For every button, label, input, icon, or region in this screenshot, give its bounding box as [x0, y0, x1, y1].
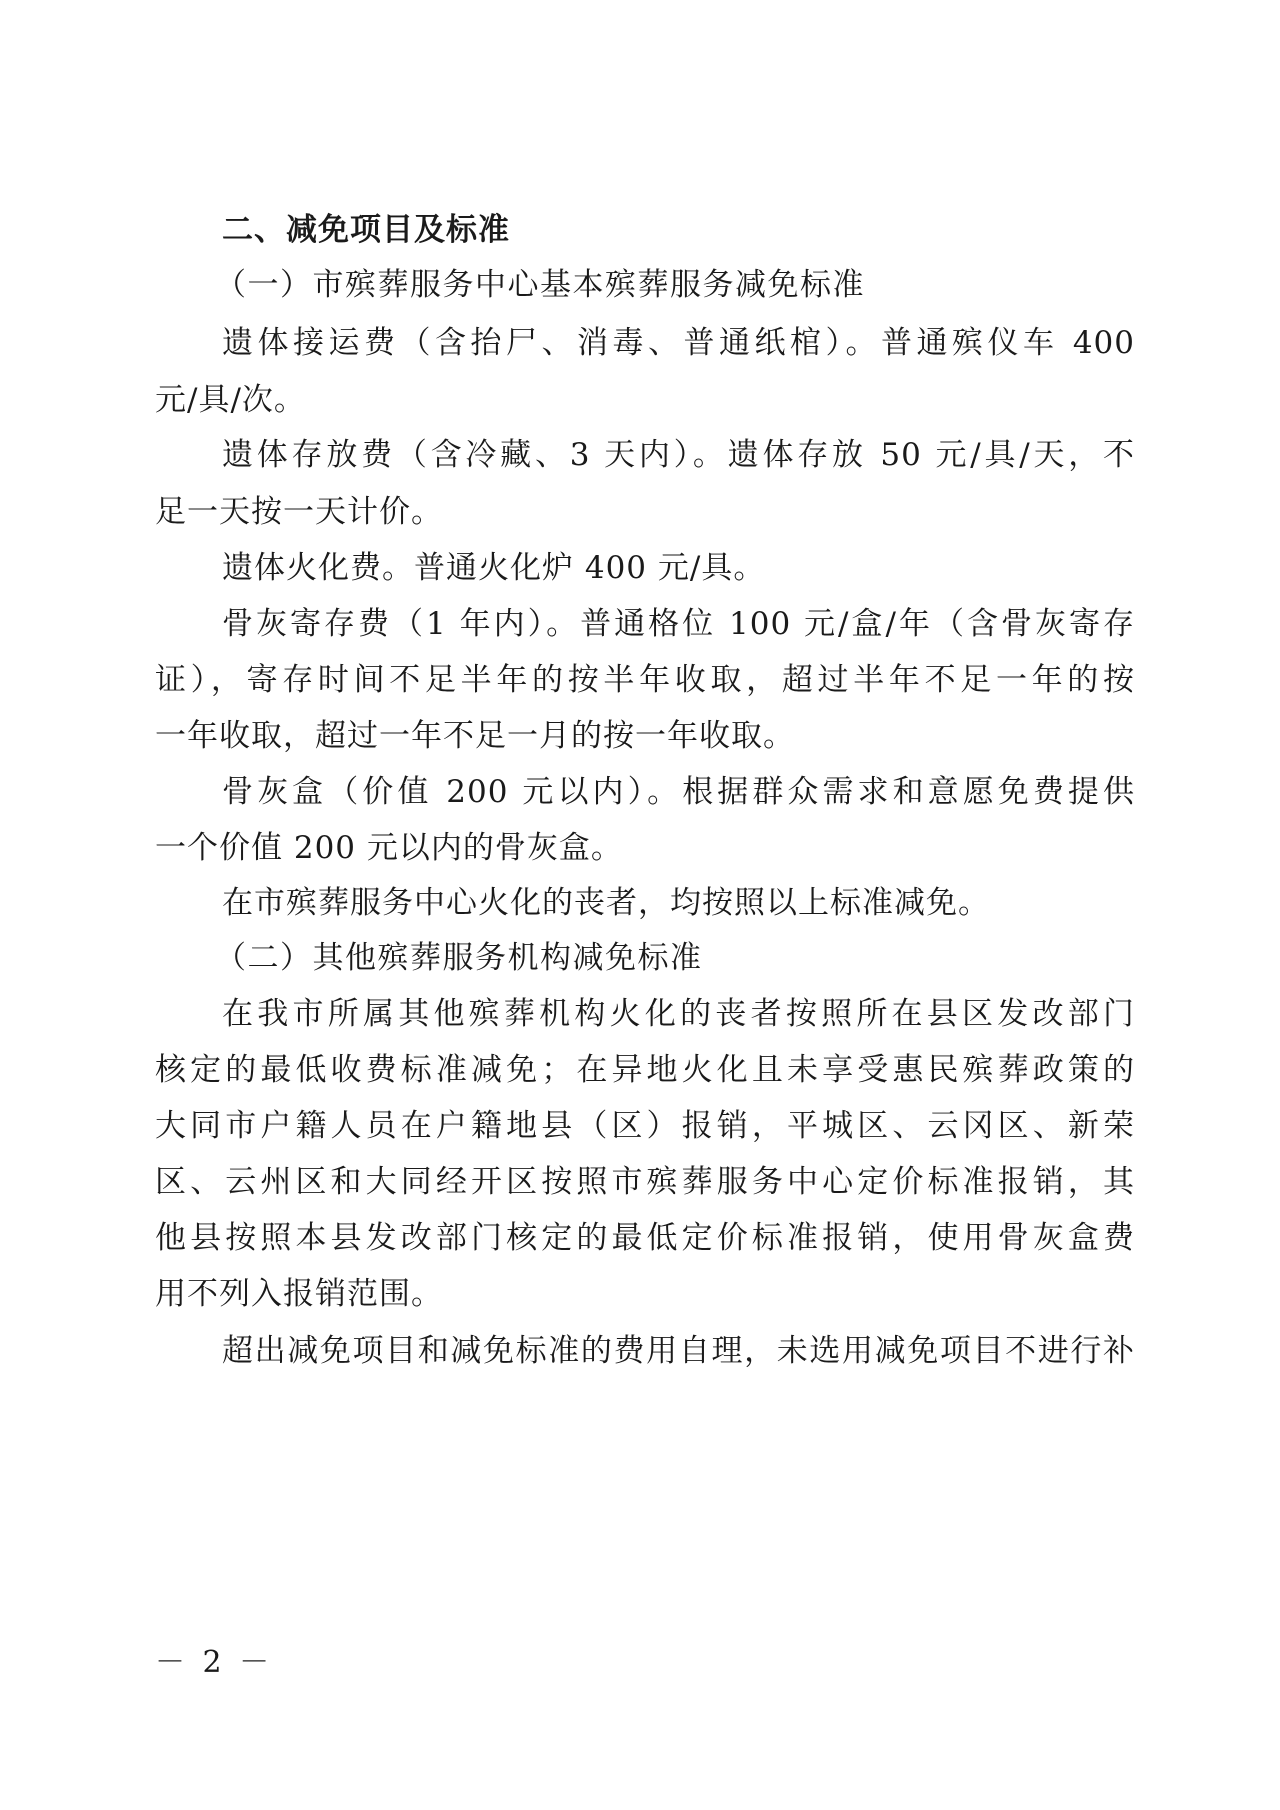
- section-heading: 二、减免项目及标准: [222, 212, 510, 248]
- paragraph-transport-line-2: 元/具/次。: [155, 382, 306, 418]
- paragraph-other-line-1: 在我市所属其他殡葬机构火化的丧者按照所在县区发改部门: [222, 996, 1135, 1032]
- paragraph-storage-line-2: 足一天按一天计价。: [155, 494, 443, 530]
- paragraph-cremation: 遗体火化费。普通火化炉 400 元/具。: [222, 550, 766, 586]
- paragraph-ash-storage-line-3: 一年收取，超过一年不足一月的按一年收取。: [155, 718, 795, 754]
- paragraph-other-line-4: 区、云州区和大同经开区按照市殡葬服务中心定价标准报销，其: [155, 1164, 1135, 1200]
- paragraph-center-note: 在市殡葬服务中心火化的丧者，均按照以上标准减免。: [222, 885, 990, 921]
- page-number: － 2 －: [155, 1645, 274, 1680]
- paragraph-urn-line-2: 一个价值 200 元以内的骨灰盒。: [155, 830, 623, 866]
- paragraph-ash-storage-line-1: 骨灰寄存费（1 年内）。普通格位 100 元/盒/年（含骨灰寄存: [222, 606, 1135, 642]
- paragraph-transport-line-1: 遗体接运费（含抬尸、消毒、普通纸棺）。普通殡仪车 400: [222, 325, 1135, 361]
- paragraph-other-line-2: 核定的最低收费标准减免；在异地火化且未享受惠民殡葬政策的: [155, 1052, 1135, 1088]
- paragraph-other-line-6: 用不列入报销范围。: [155, 1276, 443, 1312]
- paragraph-other-line-5: 他县按照本县发改部门核定的最低定价标准报销，使用骨灰盒费: [155, 1220, 1135, 1256]
- paragraph-urn-line-1: 骨灰盒（价值 200 元以内）。根据群众需求和意愿免费提供: [222, 774, 1135, 810]
- paragraph-excess-line-1: 超出减免项目和减免标准的费用自理，未选用减免项目不进行补: [222, 1333, 1135, 1369]
- subsection-heading-2: （二）其他殡葬服务机构减免标准: [215, 940, 703, 976]
- paragraph-ash-storage-line-2: 证），寄存时间不足半年的按半年收取，超过半年不足一年的按: [155, 662, 1135, 698]
- subsection-heading-1: （一）市殡葬服务中心基本殡葬服务减免标准: [215, 267, 865, 303]
- paragraph-other-line-3: 大同市户籍人员在户籍地县（区）报销，平城区、云冈区、新荣: [155, 1108, 1135, 1144]
- paragraph-storage-line-1: 遗体存放费（含冷藏、3 天内）。遗体存放 50 元/具/天，不: [222, 437, 1135, 473]
